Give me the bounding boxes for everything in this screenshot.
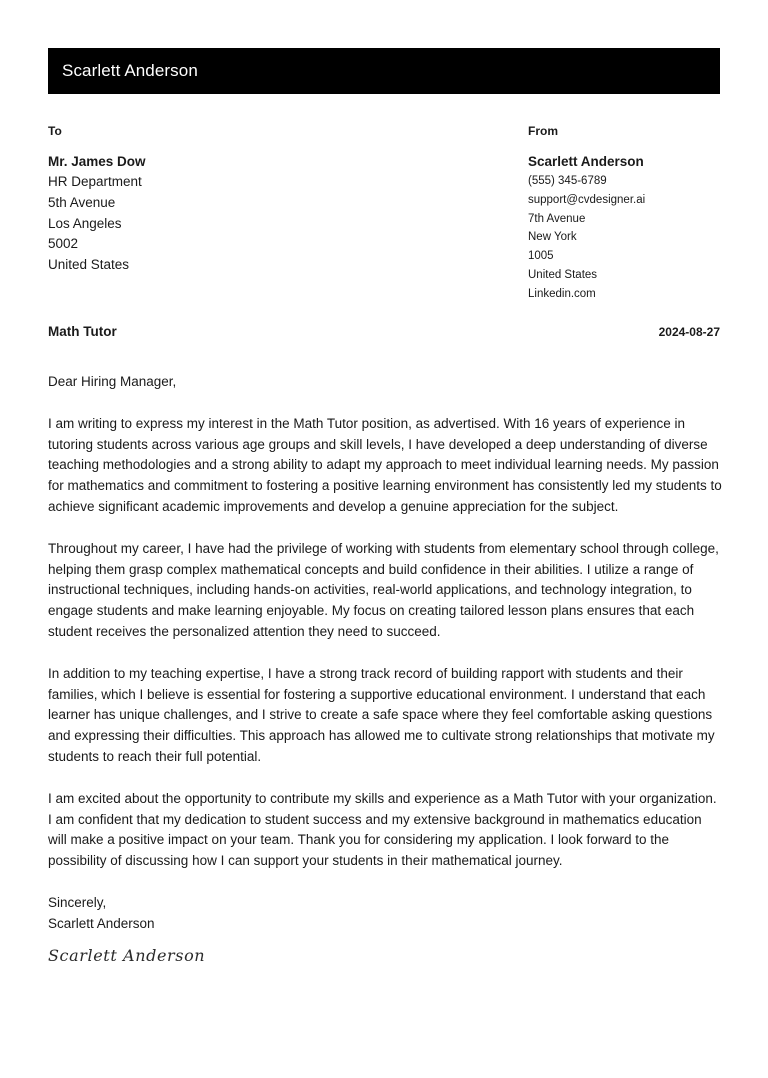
- signature-text: Scarlett Anderson: [48, 946, 206, 965]
- header-name: Scarlett Anderson: [62, 61, 198, 80]
- sender-line: 1005: [528, 250, 554, 263]
- handwritten-signature: [48, 946, 205, 965]
- recipient-line: United States: [48, 257, 130, 273]
- recipient-line: HR Department: [48, 174, 142, 189]
- sender-line: New York: [528, 231, 577, 244]
- sender-name: Scarlett Anderson: [528, 154, 644, 169]
- letter-body: [48, 372, 724, 935]
- recipient-line: 5002: [48, 236, 79, 252]
- recipient-line: 5th Avenue: [48, 194, 116, 210]
- greeting: Dear Hiring Manager,: [48, 374, 177, 389]
- recipient-line: Los Angeles: [48, 215, 122, 231]
- letter-date: 2024-08-27: [658, 325, 720, 339]
- closing-name: Scarlett Anderson: [48, 915, 155, 931]
- sender-line: United States: [528, 268, 598, 281]
- sender-line: 7th Avenue: [528, 212, 586, 225]
- body-paragraph: Throughout my career, I have had the privilege of working with students from elementary school through college, helping them grasp complex mathematical concepts and build confidence in their abilities. I utilize a range of instructional techniques, including hands-on activities, real-world applications, and technology integration, to engage students and make learning enjoyable. My focus on creating tailored lesson plans ensures that each student receives the personalized attention they need to succeed.: [48, 540, 719, 639]
- sender-email: support@cvdesigner.ai: [528, 193, 646, 206]
- sender-phone: (555) 345-6789: [528, 175, 607, 187]
- body-paragraph: I am writing to express my interest in the Math Tutor position, as advertised. With 16 years of experience in tutoring students across various age groups and skill levels, I have developed a deep understanding of diverse teaching methodologies and a strong ability to adapt my approach to meet individual learning needs. My passion for mathematics and commitment to fostering a positive learning environment has consistently led my students to achieve significant academic improvements and develop a genuine appreciation for the subject.: [48, 415, 722, 514]
- valediction: Sincerely,: [48, 894, 107, 910]
- recipient-label: To: [48, 124, 62, 138]
- sender-linkedin: Linkedin.com: [528, 287, 596, 300]
- recipient-name: Mr. James Dow: [48, 154, 146, 169]
- header-banner: [48, 48, 720, 94]
- body-paragraph: I am excited about the opportunity to contribute my skills and experience as a Math Tutor with your organization. I am confident that my dedication to student success and my extensive background in mathematics education will make a positive impact on your team. Thank you for considering my application. I look forward to the possibility of discussing how I can support your students in their mathematical journey.: [48, 790, 717, 869]
- subject-row: [48, 324, 720, 339]
- recipient-block: [48, 124, 348, 276]
- sender-block: [528, 124, 720, 304]
- body-paragraph: In addition to my teaching expertise, I have a strong track record of building rapport with students and their families, which I believe is essential for fostering a supportive educational environment. I understand that each learner has unique challenges, and I strive to create a safe space where they feel comfortable asking questions and expressing their difficulties. This approach has allowed me to cultivate strong relationships that motivate my students to reach their full potential.: [48, 665, 715, 764]
- subject-line: Math Tutor: [48, 324, 117, 339]
- sender-label: From: [528, 124, 558, 138]
